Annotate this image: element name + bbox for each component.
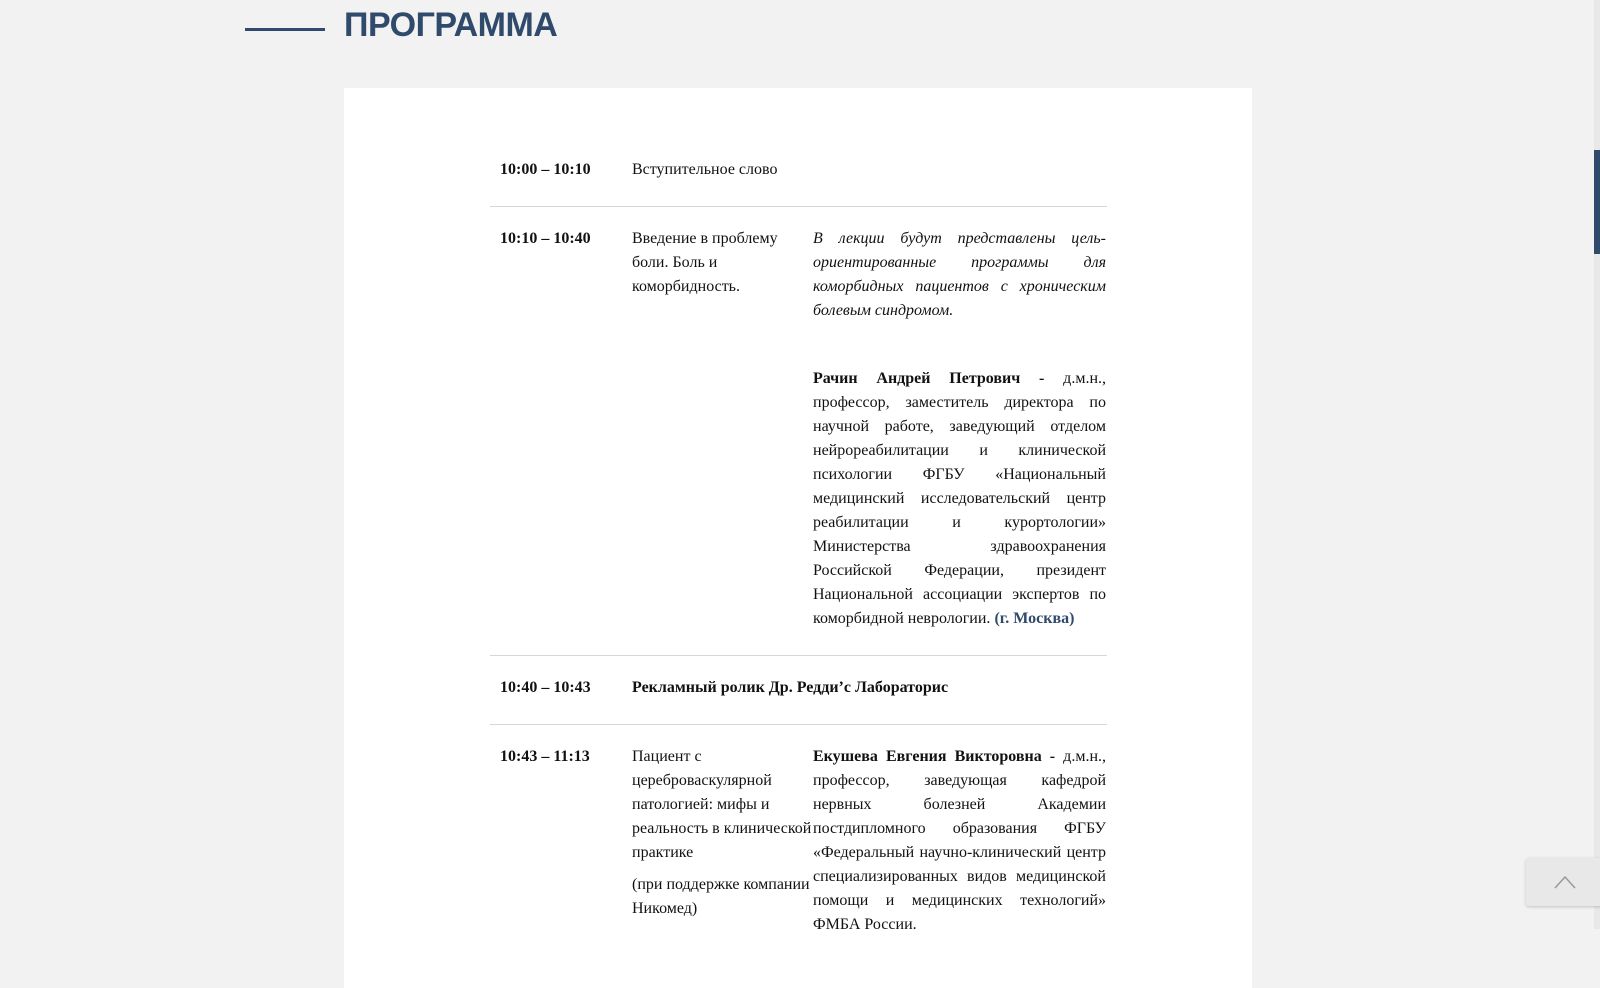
session-time: 10:00 – 10:10 [500, 161, 591, 178]
session-topic: Введение в проблему боли. Боль и коморбидность. [632, 230, 778, 295]
session-topic-note: (при поддержке компании Никомед) [632, 876, 810, 917]
session-topic: Вступительное слово [632, 161, 778, 178]
schedule-table [490, 138, 1107, 961]
session-description [813, 227, 1106, 631]
scroll-to-top-button[interactable] [1526, 858, 1600, 906]
schedule-row [490, 725, 1107, 961]
speaker-name: Екушева Евгения Викторовна - [813, 748, 1056, 765]
session-time: 10:10 – 10:40 [500, 230, 591, 247]
session-description [813, 745, 1106, 937]
section-header [0, 0, 1600, 60]
schedule-row [490, 138, 1107, 207]
schedule-row [490, 207, 1107, 656]
scrollbar-thumb[interactable] [1594, 150, 1600, 254]
schedule-row [490, 656, 1107, 725]
speaker-bio [813, 745, 1106, 937]
session-abstract: В лекции будут представлены цель-ориентированные программы для коморбидных пациентов с хроническим болевым синдромом. [813, 230, 1106, 319]
speaker-bio [813, 367, 1106, 631]
speaker-name: Рачин Андрей Петрович - [813, 370, 1045, 387]
speaker-info: д.м.н., профессор, заместитель директора по научной работе, заведующий отделом нейрореабилитации и клинической психологии ФГБУ «Национальный медицинский исследовательский центр реабилитации и курортологии» Министерства здравоохранения Российской Федерации, президент Национальной ассоциации экспертов по коморбидной неврологии. [813, 370, 1106, 627]
speaker-city: (г. Москва) [994, 610, 1075, 627]
page-scrollbar[interactable] [1594, 0, 1600, 929]
session-topic: Пациент с цереброваскулярной патологией: мифы и реальность в клинической практике [632, 748, 812, 861]
title-decoration-line [245, 28, 325, 31]
chevron-up-icon [1553, 874, 1577, 890]
speaker-info: д.м.н., профессор, заведующая кафедрой нервных болезней Академии постдипломного образования ФГБУ «Федеральный научно-клинический центр специализированных видов медицинской помощи и медицинских технологий» ФМБА России. [813, 748, 1106, 933]
session-time: 10:40 – 10:43 [500, 679, 591, 696]
program-card [344, 88, 1252, 988]
session-time: 10:43 – 11:13 [500, 748, 590, 765]
session-topic: Рекламный ролик Др. Редди’с Лабораторис [632, 679, 949, 696]
section-title: ПРОГРАММА [344, 6, 558, 44]
session-topic-block [632, 745, 813, 937]
